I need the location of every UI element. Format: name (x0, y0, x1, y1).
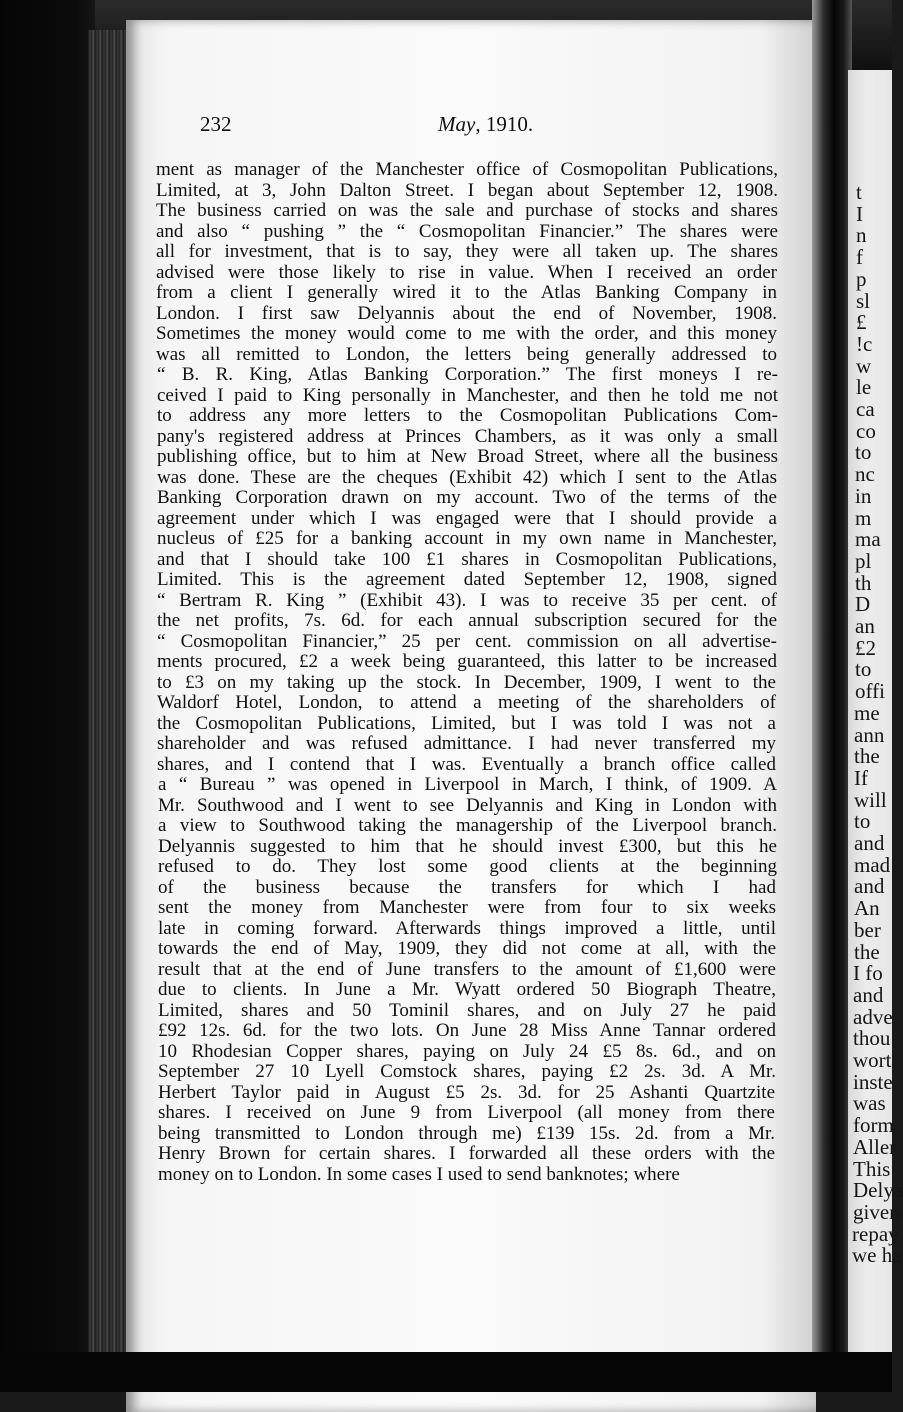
body-line: Henry Brown for certain shares. I forwarded all these orders with the (158, 1143, 775, 1164)
body-line: Delyannis suggested to him that he should invest £300, but this he (158, 835, 777, 857)
facing-page-line: I (856, 201, 863, 226)
body-paragraph (156, 160, 796, 1185)
facing-page-line: and (854, 831, 885, 855)
body-line: Limited. This is the agreement dated September 12, 1908, signed (157, 569, 777, 590)
facing-page-line: form (853, 1113, 894, 1138)
facing-page-line: £2 (855, 635, 876, 660)
facing-page-line: was (853, 1091, 886, 1116)
facing-page-line: ma (855, 527, 881, 552)
facing-page-line: given (853, 1199, 900, 1224)
body-line: result that at the end of June transfers to the amount of £1,600 were (158, 958, 776, 980)
body-line: pany's registered address at Princes Chambers, as it was only a small (157, 425, 778, 447)
body-line: agreement under which I was engaged were that I should provide a (157, 507, 777, 529)
facing-page-line: to (854, 809, 871, 834)
facing-page-line: to (855, 657, 872, 682)
facing-page-line: offi (855, 679, 885, 704)
body-line: was done. These are the cheques (Exhibit 42) which I sent to the Atlas (157, 466, 777, 488)
body-line: Mr. Southwood and I went to see Delyannis and King in London with (158, 794, 777, 816)
body-line: being transmitted to London through me) £139 15s. 2d. from a Mr. (158, 1122, 775, 1144)
body-line: all for investment, that is to say, they were all taken up. The shares (156, 241, 778, 262)
facing-page-line: to (855, 440, 872, 465)
facing-page-line: and (854, 874, 885, 899)
facing-page-line: An (854, 896, 880, 921)
facing-page-line: and (853, 982, 884, 1007)
facing-page-line: will (854, 787, 887, 812)
body-line: refused to do. They lost some good clients at the beginning (158, 856, 777, 877)
running-title (438, 112, 533, 137)
body-line: Limited, at 3, John Dalton Street. I began about September 12, 1908. (156, 179, 778, 201)
facing-page-line: we ha (852, 1243, 902, 1268)
body-line: due to clients. In June a Mr. Wyatt ordered 50 Biograph Theatre, (158, 979, 776, 1000)
facing-page-line: sl (856, 288, 871, 313)
running-head (200, 112, 780, 142)
facing-page-line: D (855, 592, 871, 617)
facing-page-line: ann (854, 722, 885, 747)
facing-page-line: repay (852, 1221, 899, 1246)
body-line: a “ Bureau ” was opened in Liverpool in March, I think, of 1909. A (158, 774, 777, 795)
facing-page-fragment (848, 70, 903, 1392)
body-line: £92 12s. 6d. for the two lots. On June 28 Miss Anne Tannar ordered (158, 1020, 776, 1041)
body-line: shareholder and was refused admittance. I had never transferred my (157, 733, 776, 754)
body-line: the Cosmopolitan Publications, Limited, but I was told I was not a (157, 712, 776, 734)
body-line: Banking Corporation drawn on my account. Two of the terms of the (157, 487, 777, 508)
body-line: shares, and I contend that I was. Eventually a branch office called (157, 753, 776, 775)
scan-background-left (0, 0, 95, 1392)
body-line: to £3 on my taking up the stock. In December, 1909, I went to the (157, 671, 776, 693)
body-line: and that I should take 100 £1 shares in Cosmopolitan Publications, (157, 548, 777, 570)
body-line: towards the end of May, 1909, they did not come at all, with the (158, 938, 776, 959)
facing-page-line: !c (856, 331, 873, 356)
body-line: sent the money from Manchester were from four to six weeks (158, 897, 776, 918)
body-line: ment as manager of the Manchester office of Cosmopolitan Publications, (156, 159, 778, 180)
facing-page-line: ber (854, 917, 881, 942)
facing-page-line: adve (853, 1004, 893, 1029)
facing-page-line: n (856, 223, 867, 248)
body-line: from a client I generally wired it to the Atlas Banking Company in (156, 282, 777, 303)
facing-page-line: le (856, 375, 872, 400)
body-line: shares. I received on June 9 from Liverpool (all money from there (158, 1102, 775, 1123)
facing-page-line: an (855, 614, 875, 638)
running-title-year: , 1910. (475, 112, 534, 136)
body-line: Herbert Taylor paid in August £5 2s. 3d. for 25 Ashanti Quartzite (158, 1081, 775, 1103)
facing-page-line: the (854, 939, 880, 964)
facing-page-line: p (856, 266, 867, 291)
body-line: a view to Southwood taking the managership of the Liverpool branch. (158, 815, 777, 836)
facing-page-line: co (856, 418, 876, 443)
facing-page-line: Aller (853, 1134, 897, 1159)
book-gutter (812, 0, 852, 1392)
body-line: September 27 10 Lyell Comstock shares, paying £2 2s. 3d. A Mr. (158, 1061, 776, 1082)
facing-page-line: Delya (853, 1178, 903, 1203)
body-line: The business carried on was the sale and purchase of stocks and shares (156, 200, 778, 221)
facing-page-line: If (854, 765, 868, 790)
facing-page-line: me (854, 700, 880, 725)
facing-page-line: £ (856, 310, 867, 335)
body-line: ments procured, £2 a week being guaranteed, this latter to be increased (157, 651, 777, 672)
scan-background-bottom (0, 1352, 892, 1392)
facing-page-line: w (856, 353, 872, 378)
facing-page-line: mad (854, 852, 891, 877)
body-line: Sometimes the money would come to me with the order, and this money (156, 323, 777, 344)
facing-page-line: This (853, 1156, 891, 1181)
body-line: advised were those likely to rise in value. When I received an order (156, 261, 777, 283)
facing-page-line: t (856, 180, 862, 204)
body-line: money on to London. In some cases I used to send banknotes; where (158, 1163, 680, 1185)
facing-page-line: m (855, 505, 872, 530)
body-line: London. I first saw Delyannis about the end of November, 1908. (156, 302, 777, 324)
body-line: to address any more letters to the Cosmopolitan Publications Com- (157, 405, 778, 426)
body-line: nucleus of £25 for a banking account in my own name in Manchester, (157, 528, 777, 549)
facing-page-line: the (854, 744, 880, 769)
body-line: late in coming forward. Afterwards things improved a little, until (158, 917, 776, 939)
body-line: Limited, shares and 50 Tominil shares, and on July 27 he paid (158, 999, 776, 1021)
body-line: and also “ pushing ” the “ Cosmopolitan Financier.” The shares were (156, 220, 778, 242)
facing-page-line: I fo (853, 961, 883, 986)
book-page-edges (88, 30, 128, 1392)
body-line: publishing office, but to him at New Broad Street, where all the business (157, 446, 778, 467)
page-number: 232 (200, 112, 232, 136)
facing-page-line: thou (853, 1026, 891, 1051)
body-line: “ Cosmopolitan Financier,” 25 per cent. commission on all advertise- (157, 630, 777, 652)
facing-page-line: th (855, 570, 872, 595)
body-line: ceived I paid to King personally in Manchester, and then he told me not (157, 384, 778, 406)
running-title-month: May (438, 112, 476, 136)
body-line: of the business because the transfers for which I had (158, 876, 776, 898)
body-line: the net profits, 7s. 6d. for each annual subscription secured for the (157, 610, 777, 631)
facing-page-line: nc (855, 462, 875, 487)
body-line: “ Bertram R. King ” (Exhibit 43). I was to receive 35 per cent. of (157, 589, 777, 611)
body-line: 10 Rhodesian Copper shares, paying on July 24 £5 8s. 6d., and on (158, 1040, 776, 1062)
body-line: was all remitted to London, the letters being generally addressed to (156, 343, 777, 365)
facing-page-line: wort (853, 1048, 892, 1072)
facing-page-line: ca (856, 397, 875, 421)
body-line: Waldorf Hotel, London, to attend a meeting of the shareholders of (157, 692, 776, 713)
facing-page-line: inste (853, 1069, 893, 1094)
body-line: “ B. R. King, Atlas Banking Corporation.” The first moneys I re- (157, 364, 778, 385)
facing-page-line: in (855, 483, 872, 508)
facing-page-line: f (856, 245, 863, 270)
facing-page-line: pl (855, 548, 872, 573)
